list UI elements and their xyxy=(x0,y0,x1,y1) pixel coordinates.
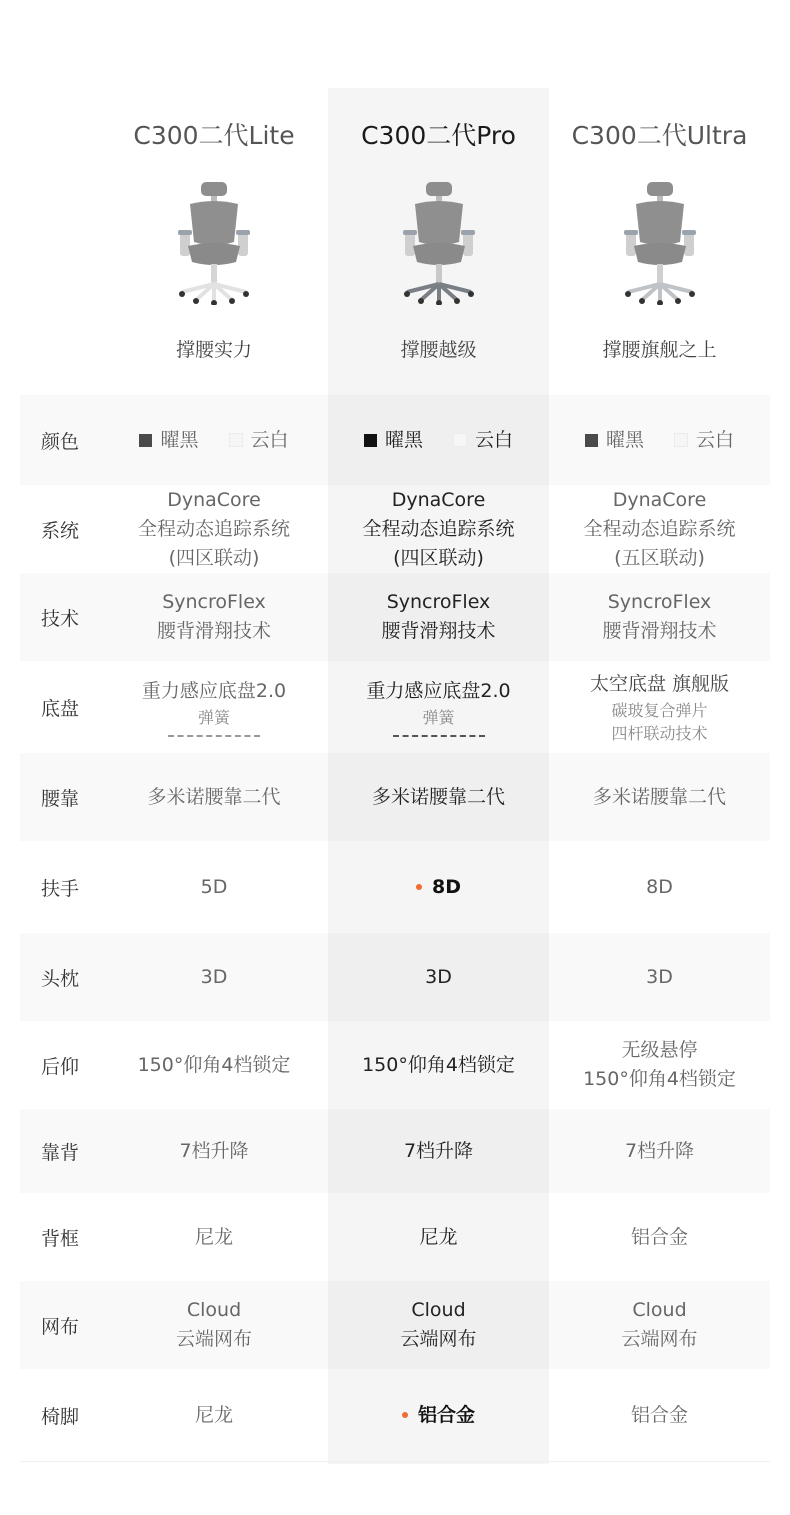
black-swatch-icon xyxy=(585,434,598,447)
row-label: 背框 xyxy=(40,1227,79,1250)
cell-pro: 铝合金 xyxy=(328,1369,549,1461)
row-base xyxy=(20,661,770,753)
cell-ultra xyxy=(549,395,770,485)
row-label: 技术 xyxy=(40,607,79,630)
cell-ultra: DynaCore 全程动态追踪系统 (五区联动) xyxy=(583,488,736,569)
row-label: 头枕 xyxy=(40,967,79,990)
cell-pro: 重力感应底盘2.0 弹簧 xyxy=(328,661,549,753)
chair-image-pro xyxy=(399,180,479,305)
row-system xyxy=(20,485,770,573)
spec-table xyxy=(20,395,770,1462)
row-tech xyxy=(20,573,770,661)
row-label: 扶手 xyxy=(40,877,79,900)
product-header xyxy=(0,0,790,395)
row-frame xyxy=(20,1193,770,1281)
cell-ultra: 7档升降 xyxy=(624,1139,695,1162)
cell-ultra: 太空底盘 旗舰版 碳玻复合弹片 四杆联动技术 xyxy=(589,672,730,743)
cell-lite: 150°仰角4档锁定 xyxy=(137,1053,291,1076)
cell-pro xyxy=(328,395,549,485)
row-mesh xyxy=(20,1281,770,1369)
row-label: 网布 xyxy=(40,1315,79,1338)
white-swatch-icon xyxy=(674,433,688,447)
highlight-dot-icon xyxy=(402,1412,408,1418)
cell-ultra: 铝合金 xyxy=(630,1225,688,1248)
color-option-black: 曜黑 xyxy=(139,426,198,455)
color-option-white: 云白 xyxy=(229,426,289,455)
row-label: 靠背 xyxy=(40,1141,79,1164)
row-label: 颜色 xyxy=(40,430,79,453)
cell-lite: Cloud 云端网布 xyxy=(175,1299,252,1350)
dashed-divider xyxy=(393,735,485,737)
row-recline xyxy=(20,1021,770,1109)
cell-lite: 7档升降 xyxy=(179,1139,249,1162)
row-color xyxy=(20,395,770,485)
product-name: C300二代Ultra xyxy=(571,121,748,150)
cell-lite: 尼龙 xyxy=(194,1403,233,1426)
highlight-dot-icon xyxy=(416,884,422,890)
cell-pro: DynaCore 全程动态追踪系统 (四区联动) xyxy=(362,488,515,569)
product-slogan: 撑腰实力 xyxy=(175,339,252,361)
product-slogan: 撑腰越级 xyxy=(400,339,477,361)
product-name: C300二代Lite xyxy=(133,121,295,150)
product-pro[interactable] xyxy=(328,0,549,395)
product-ultra[interactable] xyxy=(549,0,770,395)
cell-lite: 重力感应底盘2.0 弹簧 xyxy=(100,661,328,753)
cell-lite: DynaCore 全程动态追踪系统 (四区联动) xyxy=(137,488,290,569)
product-slogan: 撑腰旗舰之上 xyxy=(602,339,717,361)
cell-ultra: Cloud 云端网布 xyxy=(621,1299,698,1350)
row-label: 底盘 xyxy=(40,697,79,720)
row-label: 椅脚 xyxy=(40,1405,79,1428)
cell-lite: SyncroFlex 腰背滑翔技术 xyxy=(156,591,271,642)
product-lite[interactable] xyxy=(100,0,328,395)
cell-lite: 尼龙 xyxy=(194,1225,233,1248)
cell-ultra: 3D xyxy=(646,965,673,988)
cell-pro: SyncroFlex 腰背滑翔技术 xyxy=(381,591,496,642)
cell-lite xyxy=(100,395,328,485)
cell-lite: 5D xyxy=(200,875,228,898)
black-swatch-icon xyxy=(139,434,152,447)
row-label: 后仰 xyxy=(40,1055,79,1078)
product-name: C300二代Pro xyxy=(361,121,516,150)
cell-ultra: SyncroFlex 腰背滑翔技术 xyxy=(602,591,717,642)
dashed-divider xyxy=(168,735,260,737)
row-label: 腰靠 xyxy=(40,787,79,810)
row-headrest xyxy=(20,933,770,1021)
chair-image-ultra xyxy=(620,180,700,305)
color-option-black: 曜黑 xyxy=(585,426,644,455)
color-option-white: 云白 xyxy=(453,426,513,455)
cell-pro: 150°仰角4档锁定 xyxy=(362,1053,515,1076)
cell-lite: 3D xyxy=(200,965,228,988)
cell-pro: 7档升降 xyxy=(403,1139,474,1162)
color-option-black: 曜黑 xyxy=(364,426,423,455)
cell-lite: 多米诺腰靠二代 xyxy=(147,785,281,808)
black-swatch-icon xyxy=(364,434,377,447)
row-label: 系统 xyxy=(40,519,79,542)
color-option-white: 云白 xyxy=(674,426,734,455)
cell-ultra: 8D xyxy=(646,875,673,898)
cell-pro: 尼龙 xyxy=(419,1225,458,1248)
cell-pro: 3D xyxy=(425,965,452,988)
row-armrest xyxy=(20,841,770,933)
white-swatch-icon xyxy=(229,433,243,447)
row-lumbar xyxy=(20,753,770,841)
cell-pro: 多米诺腰靠二代 xyxy=(371,785,505,808)
cell-pro: 8D xyxy=(328,841,549,933)
white-swatch-icon xyxy=(453,433,467,447)
chair-image-lite xyxy=(174,180,254,305)
cell-pro: Cloud 云端网布 xyxy=(400,1299,477,1350)
cell-ultra: 铝合金 xyxy=(630,1403,688,1426)
cell-ultra: 无级悬停 150°仰角4档锁定 xyxy=(583,1039,736,1090)
row-legs xyxy=(20,1369,770,1461)
row-backrest xyxy=(20,1109,770,1193)
cell-ultra: 多米诺腰靠二代 xyxy=(592,785,726,808)
